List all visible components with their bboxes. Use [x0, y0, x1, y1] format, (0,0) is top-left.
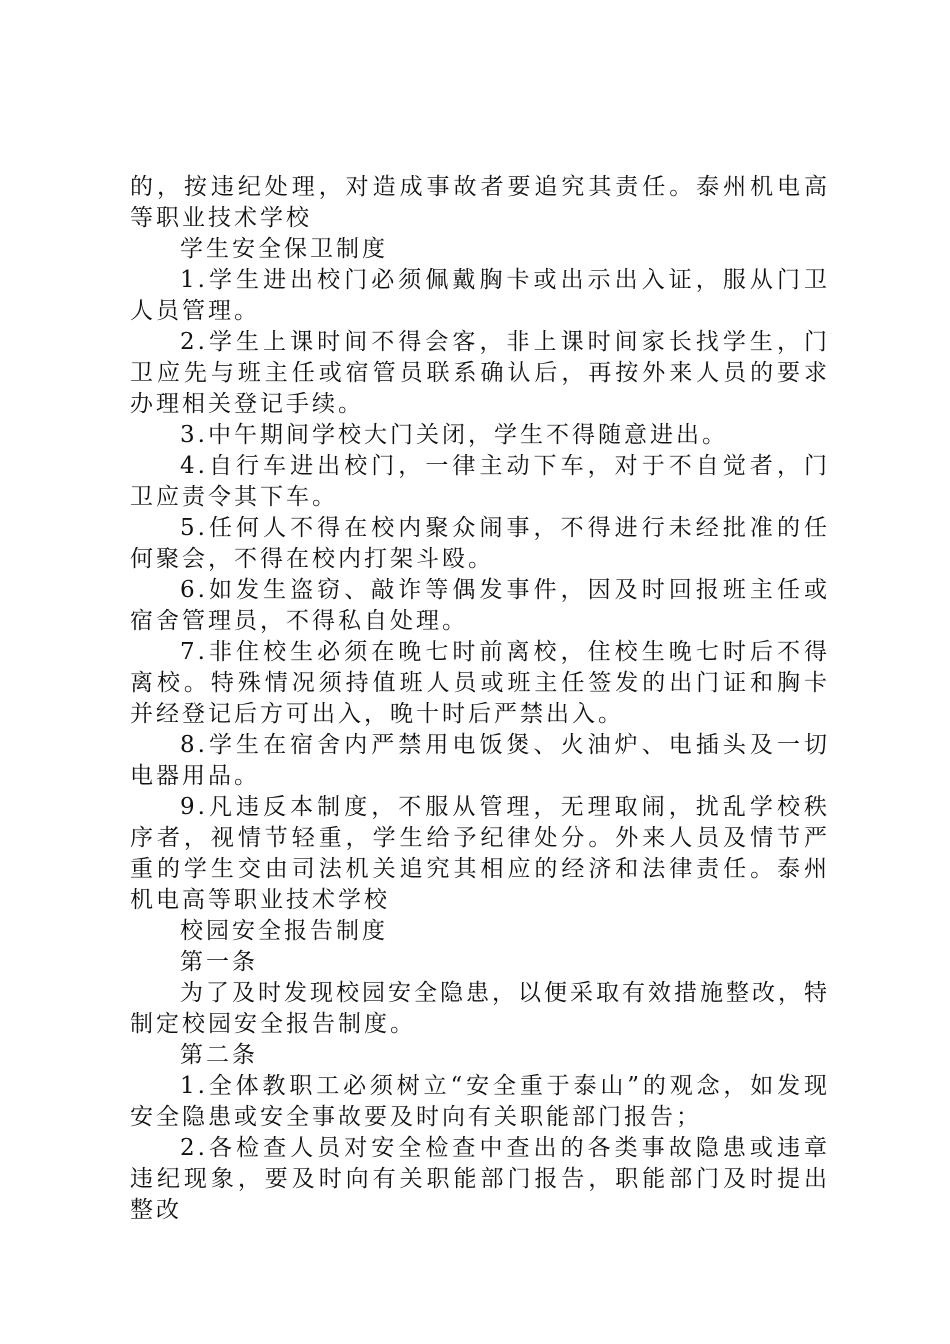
article-item-2: 2.各检查人员对安全检查中查出的各类事故隐患或违章违纪现象，要及时向有关职能部门报告，职能部门及时提出整改 — [130, 1135, 830, 1223]
article-body-1: 为了及时发现校园安全隐患，以便采取有效措施整改，特制定校园安全报告制度。 — [130, 980, 830, 1037]
rule-item-7: 7.非住校生必须在晚七时前离校，住校生晚七时后不得离校。特殊情况须持值班人员或班主任签发的出门证和胸卡并经登记后方可出入，晚十时后严禁出入。 — [130, 639, 830, 727]
rule-item-1: 1.学生进出校门必须佩戴胸卡或出示出入证，服从门卫人员管理。 — [130, 267, 830, 324]
document-body — [130, 172, 830, 1226]
rule-item-6: 6.如发生盗窃、敲诈等偶发事件，因及时回报班主任或宿舍管理员，不得私自处理。 — [130, 577, 830, 634]
section-title-student-security: 学生安全保卫制度 — [180, 236, 388, 262]
rule-item-5: 5.任何人不得在校内聚众闹事，不得进行未经批准的任何聚会，不得在校内打架斗殴。 — [130, 515, 830, 572]
rule-item-8: 8.学生在宿舍内严禁用电饭煲、火油炉、电插头及一切电器用品。 — [130, 732, 830, 789]
rule-item-3: 3.中午期间学校大门关闭，学生不得随意进出。 — [180, 422, 728, 448]
section-title-campus-report: 校园安全报告制度 — [180, 918, 388, 944]
rule-item-9: 9.凡违反本制度，不服从管理，无理取闹，扰乱学校秩序者，视情节轻重，学生给予纪律处分。外来人员及情节严重的学生交由司法机关追究其相应的经济和法律责任。泰州机电高等职业技术学校 — [130, 794, 830, 913]
article-item-1: 1.全体教职工必须树立“安全重于泰山”的观念，如发现安全隐患或安全事故要及时向有关职能部门报告； — [130, 1073, 830, 1130]
rule-item-4: 4.自行车进出校门，一律主动下车，对于不自觉者，门卫应责令其下车。 — [130, 453, 830, 510]
rule-item-2: 2.学生上课时间不得会客，非上课时间家长找学生，门卫应先与班主任或宿管员联系确认后，再按外来人员的要求办理相关登记手续。 — [130, 329, 830, 417]
article-heading-2: 第二条 — [180, 1042, 258, 1068]
article-heading-1: 第一条 — [180, 949, 258, 975]
paragraph-continuation: 的，按违纪处理，对造成事故者要追究其责任。泰州机电高等职业技术学校 — [130, 174, 830, 231]
